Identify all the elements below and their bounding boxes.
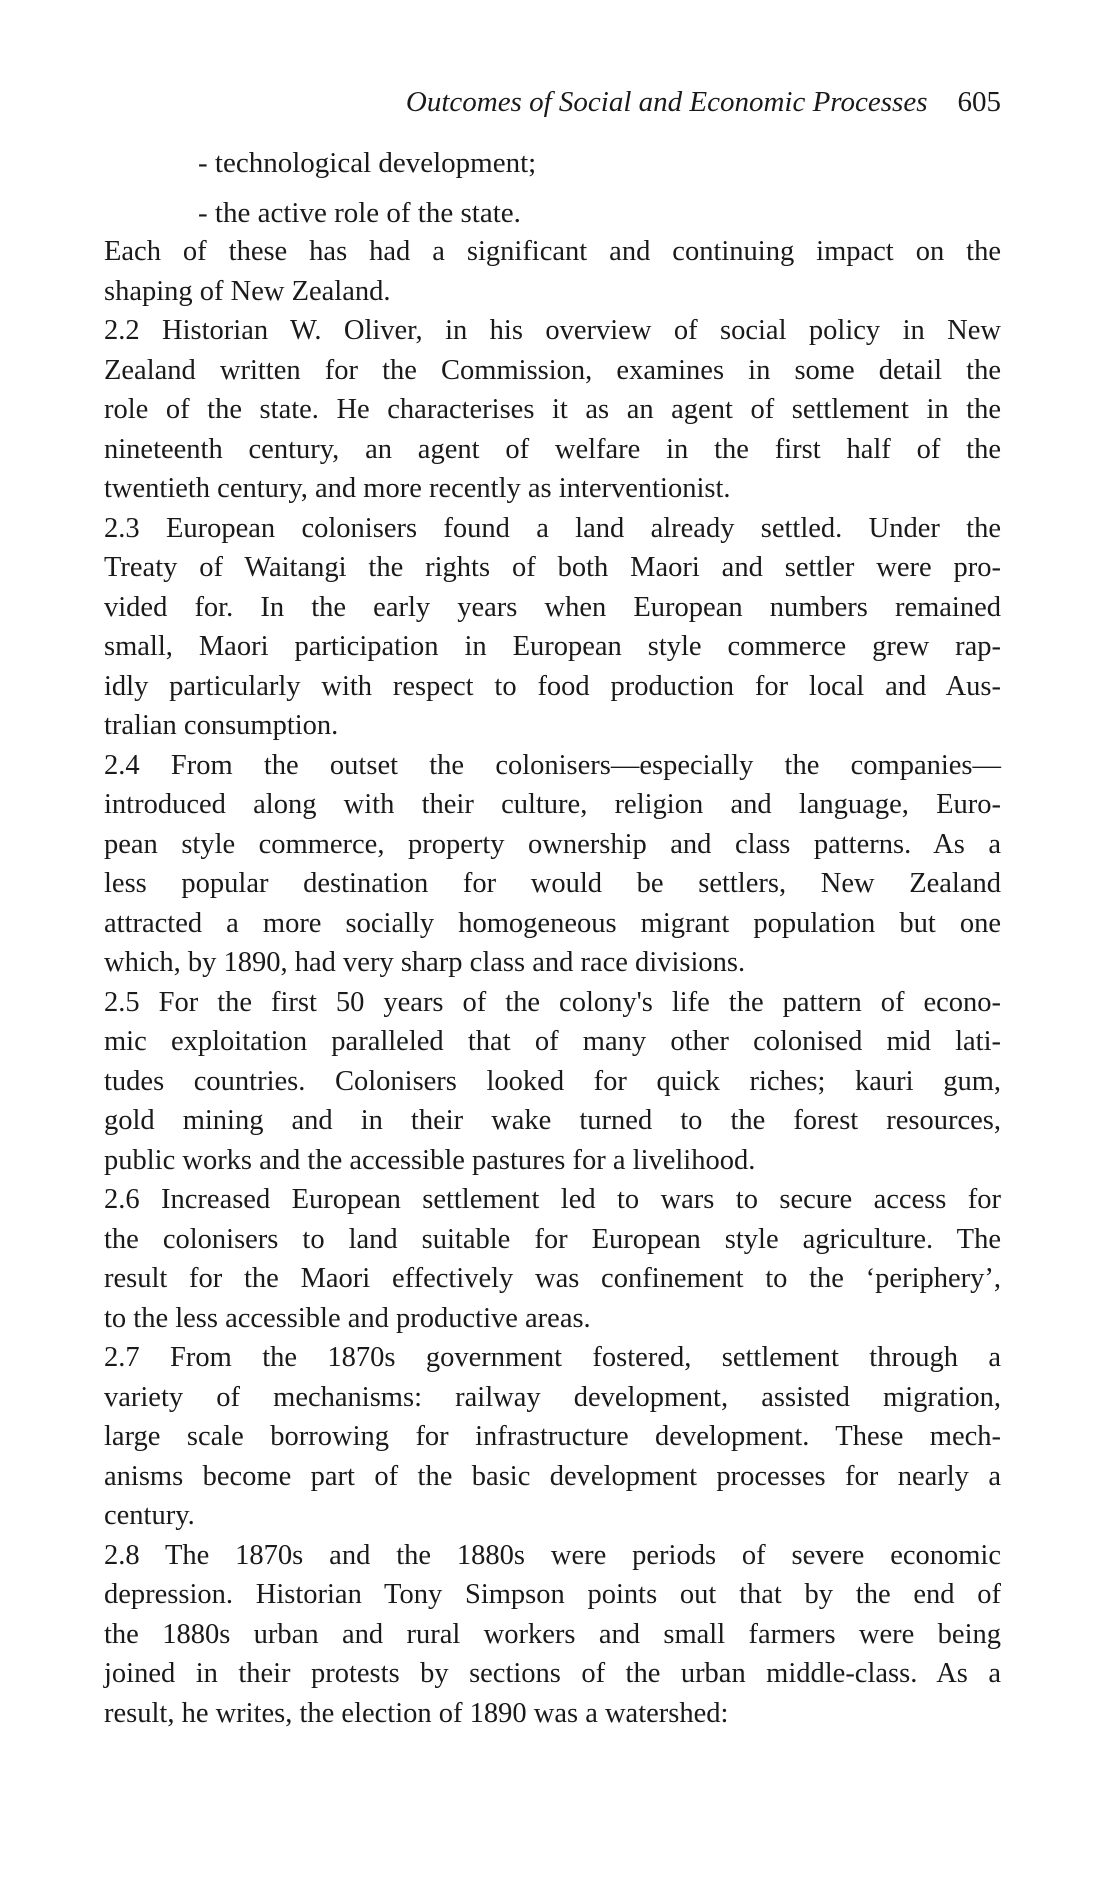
paragraph: [104, 983, 1001, 1181]
text-line: mic exploitation paralleled that of many other colonised mid lati-: [104, 1026, 1001, 1057]
text-line: the colonisers to land suitable for European style agriculture. The: [104, 1223, 1001, 1255]
text-line: joined in their protests by sections of the urban middle-class. As a: [104, 1658, 1001, 1689]
text-line: introduced along with their culture, religion and language, Euro-: [104, 789, 1001, 820]
text-line: 2.6 Increased European settlement led to wars to secure access for: [104, 1184, 1001, 1215]
text-line: Zealand written for the Commission, examines in some detail the: [104, 354, 1001, 386]
text-line: to the less accessible and productive areas.: [104, 1302, 591, 1334]
text-line: century.: [104, 1500, 195, 1531]
paragraph: [104, 746, 1001, 983]
text-line: less popular destination for would be settlers, New Zealand: [104, 868, 1001, 899]
text-line: depression. Historian Tony Simpson points out that by the end of: [104, 1579, 1001, 1610]
bullet-item: - technological development;: [198, 147, 537, 179]
text-line: 2.2 Historian W. Oliver, in his overview of social policy in New: [104, 315, 1001, 346]
text-line: 2.4 From the outset the colonisers—especially the companies—: [104, 749, 1001, 781]
text-line: result for the Maori effectively was confinement to the ‘periphery’,: [104, 1263, 1001, 1294]
text-line: vided for. In the early years when European numbers remained: [104, 591, 1001, 623]
text-line: tudes countries. Colonisers looked for quick riches; kauri gum,: [104, 1065, 1001, 1097]
text-line: result, he writes, the election of 1890 was a watershed:: [104, 1697, 729, 1729]
text-line: pean style commerce, property ownership and class patterns. As a: [104, 828, 1001, 860]
paragraph: [104, 509, 1001, 746]
bullet-item: - the active role of the state.: [198, 197, 521, 229]
text-line: nineteenth century, an agent of welfare in the first half of the: [104, 433, 1001, 465]
text-line: large scale borrowing for infrastructure development. These mech-: [104, 1421, 1001, 1452]
text-line: twentieth century, and more recently as interventionist.: [104, 473, 731, 504]
paragraph: [104, 311, 1001, 509]
text-line: public works and the accessible pastures for a livelihood.: [104, 1144, 756, 1176]
text-line: 2.3 European colonisers found a land already settled. Under the: [104, 512, 1001, 544]
paragraph: [104, 1536, 1001, 1734]
text-line: 2.7 From the 1870s government fostered, settlement through a: [104, 1342, 1001, 1373]
text-line: which, by 1890, had very sharp class and race divisions.: [104, 947, 746, 978]
text-line: Treaty of Waitangi the rights of both Maori and settler were pro-: [104, 552, 1001, 583]
text-line: gold mining and in their wake turned to the forest resources,: [104, 1105, 1001, 1136]
body-text: [104, 232, 1001, 1733]
running-header-title: Outcomes of Social and Economic Processes: [405, 86, 928, 118]
text-line: the 1880s urban and rural workers and small farmers were being: [104, 1618, 1001, 1650]
paragraph: [104, 1338, 1001, 1536]
text-line: tralian consumption.: [104, 710, 339, 741]
page-number: 605: [957, 86, 1001, 118]
paragraph: [104, 232, 1001, 311]
text-line: small, Maori participation in European style commerce grew rap-: [104, 631, 1001, 662]
text-line: Each of these has had a significant and continuing impact on the: [104, 236, 1001, 267]
text-line: attracted a more socially homogeneous migrant population but one: [104, 907, 1001, 939]
paragraph: [104, 1180, 1001, 1338]
text-line: idly particularly with respect to food production for local and Aus-: [104, 670, 1001, 702]
text-line: shaping of New Zealand.: [104, 275, 391, 307]
text-line: role of the state. He characterises it as an agent of settlement in the: [104, 394, 1001, 425]
text-line: anisms become part of the basic development processes for nearly a: [104, 1460, 1001, 1492]
running-header: [104, 82, 1001, 122]
text-line: variety of mechanisms: railway development, assisted migration,: [104, 1381, 1001, 1413]
text-line: 2.5 For the first 50 years of the colony's life the pattern of econo-: [104, 986, 1001, 1018]
text-line: 2.8 The 1870s and the 1880s were periods of severe economic: [104, 1539, 1001, 1571]
